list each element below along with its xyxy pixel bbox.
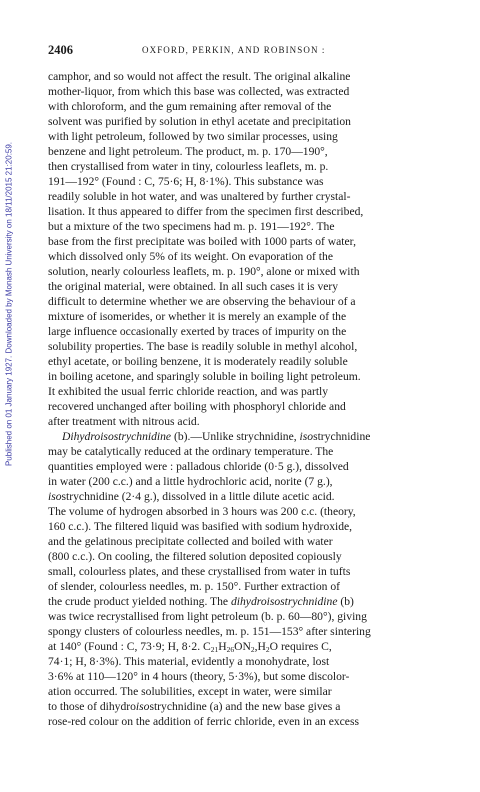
text-line: spongy clusters of colourless needles, m. p. 151—153° after sintering (48, 625, 371, 638)
text-line: difficult to determine whether we are observing the behaviour of a (48, 295, 356, 308)
text-line: base from the first precipitate was boiled with 1000 parts of water, (48, 235, 356, 248)
text-line: with chloroform, and the gum remaining after removal of the (48, 100, 332, 113)
text-line: the original material, were obtained. In all such cases it is very (48, 280, 339, 293)
text-line: It exhibited the usual ferric chloride reaction, and was partly (48, 385, 329, 398)
download-watermark (1, 84, 17, 524)
text-line: ethyl acetate, or boiling benzene, it is moderately readily soluble (48, 355, 348, 368)
text-line: was twice recrystallised from light petroleum (b. p. 60—80°), giving (48, 610, 367, 623)
text-line: mixture of isomerides, or whether it is merely an example of the (48, 310, 347, 323)
text-line: The volume of hydrogen absorbed in 3 hours was 200 c.c. (theory, (48, 505, 356, 518)
download-notice: Published on 01 January 1927. Downloaded by Monash University on 18/11/2015 21:20:59. (4, 141, 14, 467)
text-line: in water (200 c.c.) and a little hydrochloric acid, norite (7 g.), (48, 475, 333, 488)
text-line: readily soluble in hot water, and was unaltered by further crystal- (48, 190, 351, 203)
text-line: solution, nearly colourless leaflets, m. p. 190°, alone or mixed with (48, 265, 360, 278)
text-line: the crude product yielded nothing. The dihydroisostrychnidine (b) (48, 595, 354, 608)
text-line: small, colourless plates, and these crystallised from water in tufts (48, 565, 351, 578)
text-line: recovered unchanged after boiling with phosphoryl chloride and (48, 400, 346, 413)
text-line: with light petroleum, followed by two similar processes, using (48, 130, 338, 143)
text-line: which dissolved only 5% of its weight. On evaporation of the (48, 250, 333, 263)
text-line: lisation. It thus appeared to differ from the specimen first described, (48, 205, 364, 218)
text-line: solubility properties. The base is readily soluble in methyl alcohol, (48, 340, 358, 353)
text-line: rose-red colour on the addition of ferric chloride, even in an excess (48, 715, 359, 728)
text-line: 160 c.c.). The filtered liquid was basified with sodium hydroxide, (48, 520, 353, 533)
text-line: (800 c.c.). On cooling, the filtered solution deposited copiously (48, 550, 342, 563)
text-line: ation occurred. The solubilities, except in water, were similar (48, 685, 332, 698)
text-line: of slender, colourless needles, m. p. 150°. Further extraction of (48, 580, 341, 593)
text-line: 74·1; H, 8·3%). This material, evidently a monohydrate, lost (48, 655, 330, 668)
running-head: OXFORD, PERKIN, AND ROBINSON : (142, 45, 326, 55)
article-body (48, 69, 444, 729)
text-line: and the gelatinous precipitate collected and boiled with water (48, 535, 333, 548)
text-line: mother-liquor, from which this base was collected, was extracted (48, 85, 350, 98)
text-line: to those of dihydroisostrychnidine (a) and the new base gives a (48, 700, 341, 713)
text-line: after treatment with nitrous acid. (48, 415, 200, 428)
text-line: 191—192° (Found : C, 75·6; H, 8·1%). This substance was (48, 175, 324, 188)
text-line: quantities employed were : palladous chloride (0·5 g.), dissolved (48, 460, 349, 473)
page-header (48, 43, 444, 59)
text-line: Dihydroisostrychnidine (b).—Unlike strychnidine, isostrychnidine (62, 430, 371, 443)
text-line: large influence occasionally exerted by traces of impurity on the (48, 325, 347, 338)
text-line: solvent was purified by solution in ethyl acetate and precipitation (48, 115, 351, 128)
text-line: in boiling acetone, and sparingly soluble in boiling light petroleum. (48, 370, 361, 383)
page-number: 2406 (48, 43, 73, 57)
text-line: at 140° (Found : C, 73·9; H, 8·2. $C_{21}H_{26}ON_2,H_2O$ requires C, (48, 640, 332, 654)
text-line: isostrychnidine (2·4 g.), dissolved in a little dilute acetic acid. (48, 490, 335, 503)
text-line: benzene and light petroleum. The product, m. p. 170—190°, (48, 145, 328, 158)
text-line: but a mixture of the two specimens had m. p. 191—192°. The (48, 220, 335, 233)
text-line: 3·6% at 110—120° in 4 hours (theory, 5·3%), but some discolor- (48, 670, 350, 683)
text-line: then crystallised from water in tiny, colourless leaflets, m. p. (48, 160, 329, 173)
text-line: camphor, and so would not affect the result. The original alkaline (48, 70, 351, 83)
text-line: may be catalytically reduced at the ordinary temperature. The (48, 445, 334, 458)
